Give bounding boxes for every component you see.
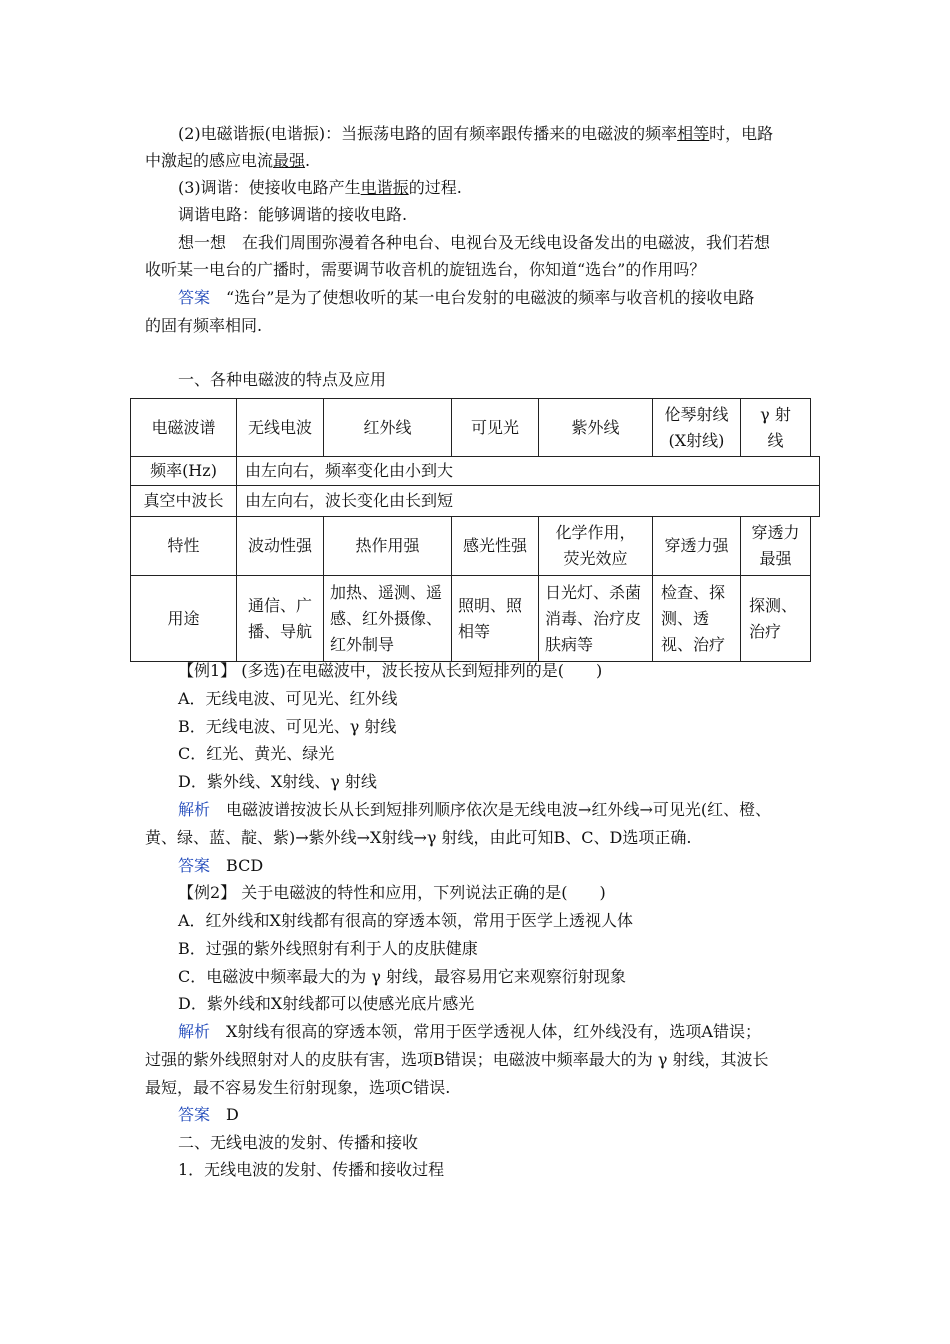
think-line-2: 收听某一电台的广播时，需要调节收音机的旋钮选台，你知道“选台”的作用吗？ <box>145 260 706 279</box>
table-row-value: 由左向右，频率变化由小到大 <box>245 461 454 480</box>
table-cell: 通信、广播、导航 <box>247 595 312 641</box>
example1-analysis-2: 黄、绿、蓝、靛、紫)→紫外线→X射线→γ 射线，由此可知B、C、D选项正确. <box>145 828 692 847</box>
table-header-cell: 电磁波谱 <box>151 417 216 437</box>
table-cell: 感光性强 <box>462 536 527 555</box>
example2-analysis-2: 过强的紫外线照射对人的皮肤有害，选项B错误；电磁波中频率最大的为 γ 射线，其波长 <box>145 1050 769 1069</box>
table-cell: 探测、治疗 <box>749 595 798 641</box>
table-cell: 特性 <box>167 536 200 555</box>
table-cell: 波动性强 <box>247 536 312 555</box>
subsection-title-1: 1．无线电波的发射、传播和接收过程 <box>178 1160 445 1179</box>
example1-answer: 答案 BCD <box>178 856 264 875</box>
think-answer-line-2: 的固有频率相同. <box>145 316 263 335</box>
example2-option-a: A．红外线和X射线都有很高的穿透本领，常用于医学上透视人体 <box>178 911 633 930</box>
table-header-cell: 无线电波 <box>247 417 312 437</box>
section-title-1: 一、各种电磁波的特点及应用 <box>178 370 387 389</box>
table-cell: 穿透力强 <box>664 536 729 555</box>
table-header-cell: 紫外线 <box>571 417 620 437</box>
example1-question: 【例1】 (多选)在电磁波中，波长按从长到短排列的是( ) <box>178 661 603 680</box>
table-header-cell: 可见光 <box>470 417 519 437</box>
table-row-value: 由左向右，波长变化由长到短 <box>245 491 454 510</box>
para-tuning: (3)调谐：使接收电路产生电谐振的过程. <box>178 178 462 197</box>
answer-label: 答案 <box>178 1105 211 1124</box>
example1-option-b: B．无线电波、可见光、γ 射线 <box>178 717 397 736</box>
section-title-2: 二、无线电波的发射、传播和接收 <box>178 1133 419 1152</box>
example2-option-b: B．过强的紫外线照射有利于人的皮肤健康 <box>178 939 478 958</box>
example1-analysis-1: 解析 电磁波谱按波长从长到短排列顺序依次是无线电波→红外线→可见光(红、橙、 <box>178 800 772 819</box>
para-resonance-cont: 中激起的感应电流最强. <box>145 151 311 170</box>
table-cell: 用途 <box>167 608 200 628</box>
example1-option-c: C．红光、黄光、绿光 <box>178 744 335 763</box>
table-cell: 穿透力最强 <box>751 523 800 568</box>
table-cell: 加热、遥测、遥感、红外摄像、红外制导 <box>330 582 443 654</box>
example2-question: 【例2】 关于电磁波的特性和应用，下列说法正确的是( ) <box>178 883 606 902</box>
para-resonance: (2)电磁谐振(电谐振)：当振荡电路的固有频率跟传播来的电磁波的频率相等时，电路 <box>178 124 774 143</box>
example2-analysis-3: 最短，最不容易发生衍射现象，选项C错误. <box>145 1078 451 1097</box>
table-cell: 检查、探测、透视、治疗 <box>661 582 726 654</box>
example1-option-a: A．无线电波、可见光、红外线 <box>178 689 398 708</box>
table-row-label: 真空中波长 <box>143 491 224 510</box>
answer-label: 答案 <box>178 856 211 875</box>
answer-label: 答案 <box>178 288 211 307</box>
analysis-label: 解析 <box>178 1022 211 1041</box>
table-cell: 热作用强 <box>355 536 420 555</box>
table-header-cell: γ 射线 <box>760 404 791 450</box>
example2-option-d: D．紫外线和X射线都可以使感光底片感光 <box>178 994 475 1013</box>
example1-option-d: D．紫外线、X射线、γ 射线 <box>178 772 377 791</box>
example2-analysis-1: 解析 X射线有很高的穿透本领，常用于医学透视人体，红外线没有，选项A错误； <box>178 1022 761 1041</box>
table-row-label: 频率(Hz) <box>150 461 217 480</box>
analysis-label: 解析 <box>178 800 211 819</box>
example2-answer: 答案 D <box>178 1105 239 1124</box>
think-line-1: 想一想 在我们周围弥漫着各种电台、电视台及无线电设备发出的电磁波，我们若想 <box>178 233 771 252</box>
table-header-cell: 伦琴射线(X射线) <box>664 404 729 450</box>
think-answer-line-1: 答案 “选台”是为了使想收听的某一电台发射的电磁波的频率与收音机的接收电路 <box>178 288 755 307</box>
example2-option-c: C．电磁波中频率最大的为 γ 射线，最容易用它来观察衍射现象 <box>178 967 626 986</box>
para-tuning-circuit: 调谐电路：能够调谐的接收电路. <box>178 205 408 224</box>
table-cell: 化学作用，荧光效应 <box>555 523 636 568</box>
table-cell: 照明、照相等 <box>458 595 523 641</box>
table-header-cell: 红外线 <box>363 417 412 437</box>
table-cell: 日光灯、杀菌消毒、治疗皮肤病等 <box>545 582 642 654</box>
